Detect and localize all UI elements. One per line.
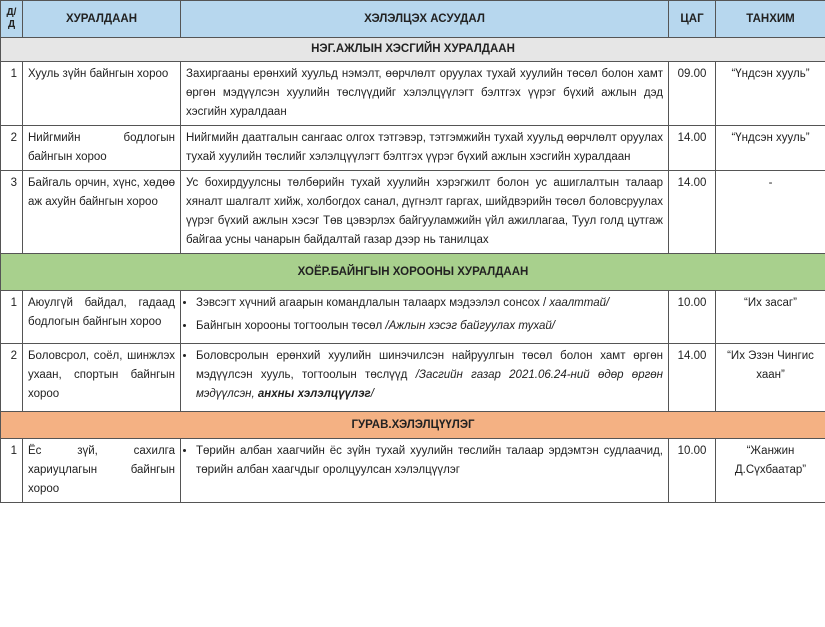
agenda-item-note-end: /	[370, 388, 374, 400]
row-number: 1	[1, 291, 23, 344]
agenda-item-note: /Засгийн газар 2021.06.24-ний өдөр өргөн мэдүүлсэн,	[196, 369, 663, 400]
agenda-item-emphasis: анхны хэлэлцүүлэг	[257, 388, 371, 400]
meeting-name: Аюулгүй байдал, гадаад бодлогын байнгын хороо	[23, 291, 181, 344]
row-number: 1	[1, 439, 23, 503]
meeting-name: Хууль зүйн байнгын хороо	[23, 62, 181, 126]
col-header-time: ЦАГ	[669, 1, 716, 38]
meeting-time: 10.00	[669, 291, 716, 344]
col-header-meeting: ХУРАЛДААН	[23, 1, 181, 38]
agenda-list	[186, 294, 663, 336]
agenda-item	[196, 294, 663, 313]
agenda-topic	[181, 344, 669, 412]
agenda-topic	[181, 439, 669, 503]
section-header-discussion	[1, 412, 825, 439]
col-header-hall: ТАНХИМ	[716, 1, 825, 38]
row-number: 3	[1, 171, 23, 254]
agenda-item-text: Боловсролын ерөнхий хуулийн шинэчилсэн найруулгын төсөл болон хамт өргөн мэдүүлсэн хууль, тогтоолын төслүүд	[196, 350, 663, 381]
row-number: 1	[1, 62, 23, 126]
meeting-name: Нийгмийн бодлогын байнгын хороо	[23, 126, 181, 171]
section-title: ХОЁР.БАЙНГЫН ХОРООНЫ ХУРАЛДААН	[1, 254, 825, 291]
section-header-working-group	[1, 38, 825, 62]
table-row	[1, 291, 825, 344]
meeting-name: Боловсрол, соёл, шинжлэх ухаан, спортын байнгын хороо	[23, 344, 181, 412]
agenda-item-note: /Ажлын хэсэг байгуулах тухай/	[385, 320, 555, 332]
meeting-time: 14.00	[669, 171, 716, 254]
col-header-topic: ХЭЛЭЛЦЭХ АСУУДАЛ	[181, 1, 669, 38]
agenda-item	[196, 347, 663, 404]
table-header-row	[1, 1, 825, 38]
agenda-list	[186, 442, 663, 480]
meeting-time: 14.00	[669, 344, 716, 412]
meeting-time: 10.00	[669, 439, 716, 503]
agenda-item	[196, 442, 663, 480]
meeting-hall: “Их Эзэн Чингис хаан”	[716, 344, 825, 412]
agenda-item-text: Байнгын хорооны тогтоолын төсөл	[196, 320, 386, 332]
table-row	[1, 344, 825, 412]
table-row	[1, 439, 825, 503]
meeting-hall: -	[716, 171, 825, 254]
row-number: 2	[1, 344, 23, 412]
col-header-number: Д/ Д	[1, 1, 23, 38]
meeting-hall: “Жанжин Д.Сүхбаатар”	[716, 439, 825, 503]
agenda-topic	[181, 291, 669, 344]
agenda-item	[196, 317, 663, 336]
agenda-topic: Ус бохирдуулсны төлбөрийн тухай хуулийн хэрэгжилт болон ус ашиглалтын талаар хяналт шалгалт хийж, холбогдох санал, дүгнэлт гаргах, шийдвэрийн төсөл боловсруулах үүрэг бүхий ажлын хэсэг Төв цэвэрлэх байгууламжийн үйл ажиллагаа, Туул голд цутгаж байгаа усны чанарын байдалтай газар дээр нь танилцах	[181, 171, 669, 254]
agenda-item-note: хаалттай/	[549, 297, 610, 309]
agenda-item-text: Төрийн албан хаагчийн ёс зүйн тухай хуулийн төслийн талаар эрдэмтэн судлаачид, төрийн албан хаагчдыг оролцуулсан хэлэлцүүлэг	[196, 445, 663, 476]
agenda-topic: Нийгмийн даатгалын сангаас олгох тэтгэвэр, тэтгэмжийн тухай хуульд өөрчлөлт оруулах тухай хуулийн төслийг хэлэлцүүлэгт бэлтгэх үүрэг бүхий ажлын хэсгийн хуралдаан	[181, 126, 669, 171]
section-header-standing-committee	[1, 254, 825, 291]
section-title: ГУРАВ.ХЭЛЭЛЦҮҮЛЭГ	[1, 412, 825, 439]
agenda-list	[186, 347, 663, 404]
row-number: 2	[1, 126, 23, 171]
meeting-name: Ёс зүй, сахилга хариуцлагын байнгын хороо	[23, 439, 181, 503]
agenda-topic: Захиргааны ерөнхий хуульд нэмэлт, өөрчлөлт оруулах тухай хуулийн төсөл болон хамт өргөн мэдүүлсэн хуулийн төслүүдийг хэлэлцүүлэгт бэлтгэх үүрэг бүхий ажлын дэд хэсгийн хуралдаан	[181, 62, 669, 126]
meeting-hall: “Үндсэн хууль”	[716, 62, 825, 126]
table-row	[1, 126, 825, 171]
section-title: НЭГ.АЖЛЫН ХЭСГИЙН ХУРАЛДААН	[1, 38, 825, 62]
table-row	[1, 171, 825, 254]
meeting-time: 14.00	[669, 126, 716, 171]
meeting-hall: “Үндсэн хууль”	[716, 126, 825, 171]
meeting-time: 09.00	[669, 62, 716, 126]
table-row	[1, 62, 825, 126]
meeting-hall: “Их засаг”	[716, 291, 825, 344]
meeting-name: Байгаль орчин, хүнс, хөдөө аж ахуйн байнгын хороо	[23, 171, 181, 254]
agenda-item-text: Зэвсэгт хүчний агаарын командлалын талаарх мэдээлэл сонсох /	[196, 297, 547, 309]
